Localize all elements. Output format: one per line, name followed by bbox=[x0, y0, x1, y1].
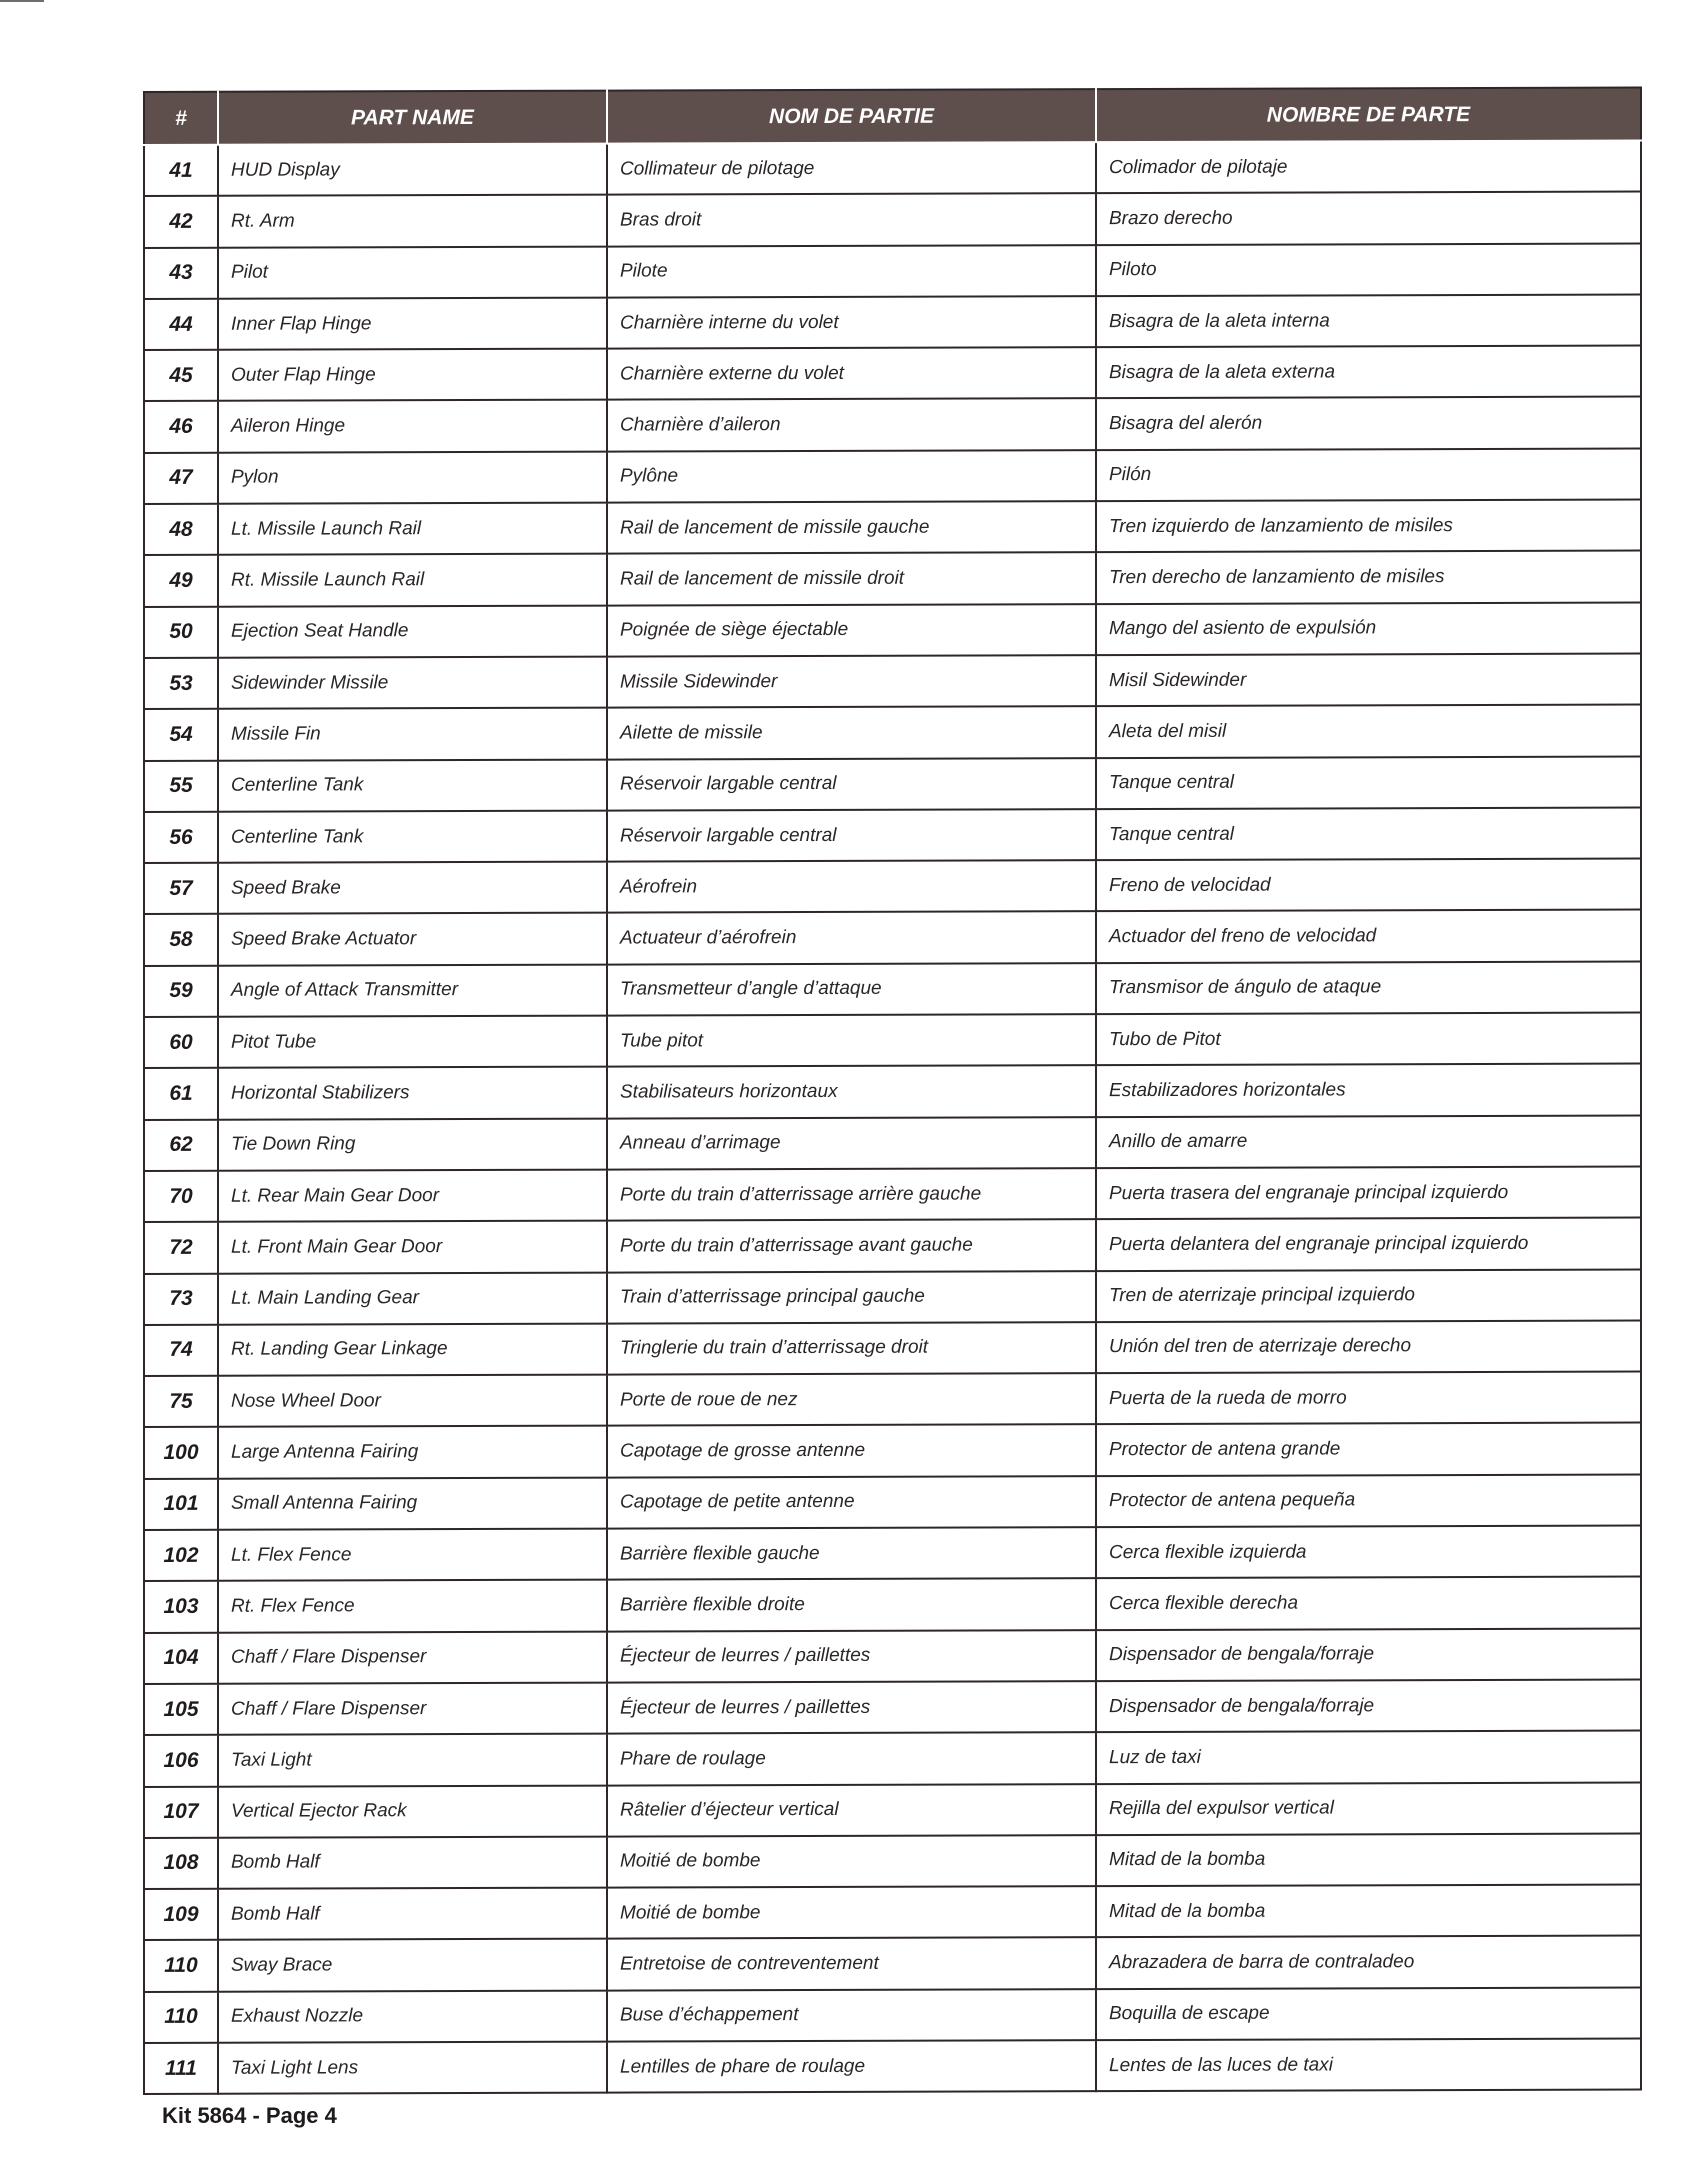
part-name-french: Missile Sidewinder bbox=[607, 655, 1096, 708]
part-number: 109 bbox=[144, 1889, 218, 1941]
part-name-spanish: Estabilizadores horizontales bbox=[1096, 1064, 1641, 1117]
part-number: 48 bbox=[144, 504, 218, 556]
part-name-spanish: Tanque central bbox=[1096, 807, 1641, 860]
table-row bbox=[144, 602, 1641, 658]
part-number: 54 bbox=[144, 709, 218, 761]
part-name-french: Éjecteur de leurres / paillettes bbox=[607, 1681, 1096, 1734]
part-name-french: Collimateur de pilotage bbox=[607, 142, 1096, 195]
part-name-english: Taxi Light bbox=[218, 1734, 607, 1786]
table-row bbox=[144, 500, 1641, 556]
table-row bbox=[144, 1936, 1641, 1992]
part-name-french: Ailette de missile bbox=[607, 706, 1096, 759]
header-part-name: PART NAME bbox=[218, 91, 607, 145]
part-name-english: Speed Brake Actuator bbox=[218, 913, 607, 965]
table-row bbox=[144, 294, 1641, 350]
part-name-spanish: Puerta de la rueda de morro bbox=[1096, 1372, 1641, 1425]
parts-table bbox=[143, 87, 1642, 2096]
part-name-french: Charnière externe du volet bbox=[607, 347, 1096, 400]
part-number: 42 bbox=[144, 196, 218, 248]
part-number: 44 bbox=[144, 299, 218, 351]
part-number: 41 bbox=[144, 145, 218, 197]
table-row bbox=[144, 910, 1641, 966]
part-name-spanish: Tren de aterrizaje principal izquierdo bbox=[1096, 1269, 1641, 1322]
part-name-english: Chaff / Flare Dispenser bbox=[218, 1683, 607, 1735]
part-name-spanish: Brazo derecho bbox=[1096, 192, 1641, 245]
table-row bbox=[144, 1833, 1641, 1889]
part-name-spanish: Actuador del freno de velocidad bbox=[1096, 910, 1641, 963]
part-number: 101 bbox=[144, 1478, 218, 1530]
part-name-spanish: Colimador de pilotaje bbox=[1096, 141, 1641, 194]
part-name-french: Barrière flexible droite bbox=[607, 1578, 1096, 1631]
part-name-spanish: Pilón bbox=[1096, 448, 1641, 501]
part-number: 59 bbox=[144, 966, 218, 1018]
part-name-spanish: Bisagra del alerón bbox=[1096, 397, 1641, 450]
part-name-english: Sidewinder Missile bbox=[218, 657, 607, 709]
part-name-english: Centerline Tank bbox=[218, 759, 607, 811]
part-name-french: Entretoise de contreventement bbox=[607, 1938, 1096, 1991]
table-row bbox=[144, 705, 1641, 761]
table-row bbox=[144, 1782, 1641, 1838]
part-name-french: Buse d’échappement bbox=[607, 1989, 1096, 2042]
part-number: 50 bbox=[144, 606, 218, 658]
part-name-french: Actuateur d’aérofrein bbox=[607, 912, 1096, 965]
table-row bbox=[144, 397, 1641, 453]
part-name-spanish: Protector de antena pequeña bbox=[1096, 1474, 1641, 1527]
part-number: 46 bbox=[144, 401, 218, 453]
table-row bbox=[144, 346, 1641, 402]
part-name-spanish: Tanque central bbox=[1096, 756, 1641, 809]
part-number: 104 bbox=[144, 1632, 218, 1684]
part-name-spanish: Cerca flexible derecha bbox=[1096, 1577, 1641, 1630]
part-name-french: Phare de roulage bbox=[607, 1732, 1096, 1785]
part-name-english: Small Antenna Fairing bbox=[218, 1477, 607, 1529]
table-row bbox=[144, 448, 1641, 504]
part-name-french: Moitié de bombe bbox=[607, 1886, 1096, 1939]
part-name-english: Ejection Seat Handle bbox=[218, 605, 607, 657]
table-row bbox=[144, 1526, 1641, 1582]
part-name-english: Rt. Flex Fence bbox=[218, 1580, 607, 1632]
part-number: 58 bbox=[144, 914, 218, 966]
part-number: 62 bbox=[144, 1119, 218, 1171]
table-row bbox=[144, 1320, 1641, 1376]
table-row bbox=[144, 1679, 1641, 1735]
part-name-french: Pylône bbox=[607, 450, 1096, 503]
part-number: 43 bbox=[144, 247, 218, 299]
part-name-spanish: Tubo de Pitot bbox=[1096, 1013, 1641, 1066]
table-row bbox=[144, 1013, 1641, 1069]
part-number: 72 bbox=[144, 1222, 218, 1274]
part-name-spanish: Abrazadera de barra de contraladeo bbox=[1096, 1936, 1641, 1989]
part-number: 49 bbox=[144, 555, 218, 607]
header-nombre-de-parte: NOMBRE DE PARTE bbox=[1096, 88, 1641, 143]
part-name-english: Lt. Missile Launch Rail bbox=[218, 503, 607, 555]
part-name-english: Taxi Light Lens bbox=[218, 2042, 607, 2094]
part-name-english: Aileron Hinge bbox=[218, 400, 607, 452]
part-name-english: Chaff / Flare Dispenser bbox=[218, 1631, 607, 1683]
part-name-french: Rail de lancement de missile gauche bbox=[607, 501, 1096, 554]
part-name-english: HUD Display bbox=[218, 144, 607, 196]
part-number: 70 bbox=[144, 1171, 218, 1223]
part-name-english: Pylon bbox=[218, 451, 607, 503]
table-row bbox=[144, 2039, 1641, 2095]
table-row bbox=[144, 1628, 1641, 1684]
part-number: 106 bbox=[144, 1735, 218, 1787]
part-name-spanish: Bisagra de la aleta interna bbox=[1096, 294, 1641, 347]
table-row bbox=[144, 756, 1641, 812]
part-number: 102 bbox=[144, 1530, 218, 1582]
part-name-english: Vertical Ejector Rack bbox=[218, 1785, 607, 1837]
header-row bbox=[144, 88, 1641, 145]
part-name-french: Rail de lancement de missile droit bbox=[607, 553, 1096, 606]
table-row bbox=[144, 1115, 1641, 1171]
table-row bbox=[144, 141, 1641, 197]
part-name-english: Rt. Arm bbox=[218, 195, 607, 247]
part-name-french: Anneau d’arrimage bbox=[607, 1117, 1096, 1170]
part-number: 75 bbox=[144, 1376, 218, 1428]
part-name-spanish: Misil Sidewinder bbox=[1096, 654, 1641, 707]
part-name-spanish: Bisagra de la aleta externa bbox=[1096, 346, 1641, 399]
part-name-french: Poignée de siège éjectable bbox=[607, 604, 1096, 657]
part-name-spanish: Tren izquierdo de lanzamiento de misiles bbox=[1096, 500, 1641, 553]
part-name-english: Bomb Half bbox=[218, 1888, 607, 1940]
part-number: 100 bbox=[144, 1427, 218, 1479]
part-name-french: Lentilles de phare de roulage bbox=[607, 2040, 1096, 2093]
part-name-french: Pilote bbox=[607, 245, 1096, 298]
part-name-english: Pitot Tube bbox=[218, 1016, 607, 1068]
part-name-spanish: Dispensador de bengala/forraje bbox=[1096, 1679, 1641, 1732]
table-row bbox=[144, 859, 1641, 915]
part-name-french: Tube pitot bbox=[607, 1014, 1096, 1067]
part-name-english: Pilot bbox=[218, 246, 607, 298]
table-row bbox=[144, 1474, 1641, 1530]
part-name-english: Rt. Landing Gear Linkage bbox=[218, 1323, 607, 1375]
part-name-spanish: Transmisor de ángulo de ataque bbox=[1096, 961, 1641, 1014]
part-name-french: Porte du train d’atterrissage avant gauche bbox=[607, 1219, 1096, 1272]
table-row bbox=[144, 961, 1641, 1017]
table-row bbox=[144, 1577, 1641, 1633]
part-number: 53 bbox=[144, 658, 218, 710]
table-row bbox=[144, 1064, 1641, 1120]
part-name-spanish: Rejilla del expulsor vertical bbox=[1096, 1782, 1641, 1835]
part-number: 110 bbox=[144, 1940, 218, 1992]
part-name-spanish: Anillo de amarre bbox=[1096, 1115, 1641, 1168]
table-row bbox=[144, 654, 1641, 710]
part-name-spanish: Puerta trasera del engranaje principal izquierdo bbox=[1096, 1166, 1641, 1219]
part-name-english: Nose Wheel Door bbox=[218, 1375, 607, 1427]
part-name-spanish: Mitad de la bomba bbox=[1096, 1833, 1641, 1886]
part-name-english: Missile Fin bbox=[218, 708, 607, 760]
parts-table-body bbox=[144, 141, 1641, 2095]
table-row bbox=[144, 1372, 1641, 1428]
part-number: 45 bbox=[144, 350, 218, 402]
part-number: 61 bbox=[144, 1068, 218, 1120]
part-name-english: Exhaust Nozzle bbox=[218, 1990, 607, 2042]
part-name-french: Éjecteur de leurres / paillettes bbox=[607, 1630, 1096, 1683]
part-number: 111 bbox=[144, 2043, 218, 2095]
part-number: 47 bbox=[144, 453, 218, 505]
part-name-spanish: Freno de velocidad bbox=[1096, 859, 1641, 912]
part-name-french: Transmetteur d’angle d’attaque bbox=[607, 963, 1096, 1016]
part-name-french: Charnière d’aileron bbox=[607, 399, 1096, 452]
part-name-spanish: Puerta delantera del engranaje principal izquierdo bbox=[1096, 1218, 1641, 1271]
part-name-french: Tringlerie du train d’atterrissage droit bbox=[607, 1322, 1096, 1375]
part-number: 74 bbox=[144, 1325, 218, 1377]
header-nom-de-partie: NOM DE PARTIE bbox=[607, 89, 1096, 143]
table-row bbox=[144, 243, 1641, 299]
part-name-english: Large Antenna Fairing bbox=[218, 1426, 607, 1478]
part-name-english: Angle of Attack Transmitter bbox=[218, 964, 607, 1016]
table-row bbox=[144, 1423, 1641, 1479]
part-name-english: Bomb Half bbox=[218, 1836, 607, 1888]
part-name-spanish: Cerca flexible izquierda bbox=[1096, 1526, 1641, 1579]
part-name-french: Capotage de petite antenne bbox=[607, 1476, 1096, 1529]
table-row bbox=[144, 807, 1641, 863]
part-name-french: Réservoir largable central bbox=[607, 809, 1096, 862]
part-name-english: Inner Flap Hinge bbox=[218, 298, 607, 350]
part-name-spanish: Mitad de la bomba bbox=[1096, 1885, 1641, 1938]
part-name-french: Train d’atterrissage principal gauche bbox=[607, 1271, 1096, 1324]
table-row bbox=[144, 551, 1641, 607]
part-name-spanish: Dispensador de bengala/forraje bbox=[1096, 1628, 1641, 1681]
part-number: 56 bbox=[144, 812, 218, 864]
page-footer: Kit 5864 - Page 4 bbox=[162, 2103, 337, 2128]
part-name-french: Aérofrein bbox=[607, 860, 1096, 913]
table-row bbox=[144, 1269, 1641, 1325]
parts-sheet bbox=[143, 87, 1640, 2096]
part-name-french: Bras droit bbox=[607, 193, 1096, 246]
part-number: 57 bbox=[144, 863, 218, 915]
part-name-english: Lt. Main Landing Gear bbox=[218, 1272, 607, 1324]
table-row bbox=[144, 1885, 1641, 1941]
table-row bbox=[144, 1218, 1641, 1274]
part-name-french: Charnière interne du volet bbox=[607, 296, 1096, 349]
part-name-french: Porte de roue de nez bbox=[607, 1373, 1096, 1426]
part-name-english: Lt. Rear Main Gear Door bbox=[218, 1170, 607, 1222]
scan-edge-mark bbox=[0, 0, 44, 2]
part-name-spanish: Aleta del misil bbox=[1096, 705, 1641, 758]
part-number: 110 bbox=[144, 1991, 218, 2043]
part-name-french: Râtelier d’éjecteur vertical bbox=[607, 1784, 1096, 1837]
part-name-spanish: Tren derecho de lanzamiento de misiles bbox=[1096, 551, 1641, 604]
part-name-english: Outer Flap Hinge bbox=[218, 349, 607, 401]
part-number: 60 bbox=[144, 1017, 218, 1069]
part-number: 103 bbox=[144, 1581, 218, 1633]
part-name-english: Lt. Front Main Gear Door bbox=[218, 1221, 607, 1273]
part-name-english: Speed Brake bbox=[218, 862, 607, 914]
part-name-french: Porte du train d’atterrissage arrière gauche bbox=[607, 1168, 1096, 1221]
part-number: 107 bbox=[144, 1786, 218, 1838]
table-row bbox=[144, 1987, 1641, 2043]
part-name-spanish: Boquilla de escape bbox=[1096, 1987, 1641, 2040]
part-number: 73 bbox=[144, 1273, 218, 1325]
part-name-spanish: Unión del tren de aterrizaje derecho bbox=[1096, 1320, 1641, 1373]
part-name-english: Tie Down Ring bbox=[218, 1118, 607, 1170]
part-name-english: Lt. Flex Fence bbox=[218, 1529, 607, 1581]
part-name-spanish: Piloto bbox=[1096, 243, 1641, 296]
part-name-english: Sway Brace bbox=[218, 1939, 607, 1991]
table-row bbox=[144, 1166, 1641, 1222]
part-name-english: Rt. Missile Launch Rail bbox=[218, 554, 607, 606]
header-number: # bbox=[144, 92, 218, 145]
part-name-english: Centerline Tank bbox=[218, 810, 607, 862]
part-name-spanish: Luz de taxi bbox=[1096, 1731, 1641, 1784]
part-name-spanish: Mango del asiento de expulsión bbox=[1096, 602, 1641, 655]
part-name-spanish: Protector de antena grande bbox=[1096, 1423, 1641, 1476]
part-name-spanish: Lentes de las luces de taxi bbox=[1096, 2039, 1641, 2092]
table-row bbox=[144, 192, 1641, 248]
part-name-english: Horizontal Stabilizers bbox=[218, 1067, 607, 1119]
part-number: 108 bbox=[144, 1838, 218, 1890]
part-number: 55 bbox=[144, 760, 218, 812]
part-name-french: Capotage de grosse antenne bbox=[607, 1425, 1096, 1478]
part-name-french: Barrière flexible gauche bbox=[607, 1527, 1096, 1580]
part-name-french: Stabilisateurs horizontaux bbox=[607, 1066, 1096, 1119]
part-name-french: Réservoir largable central bbox=[607, 758, 1096, 811]
table-row bbox=[144, 1731, 1641, 1787]
part-name-french: Moitié de bombe bbox=[607, 1835, 1096, 1888]
part-number: 105 bbox=[144, 1684, 218, 1736]
